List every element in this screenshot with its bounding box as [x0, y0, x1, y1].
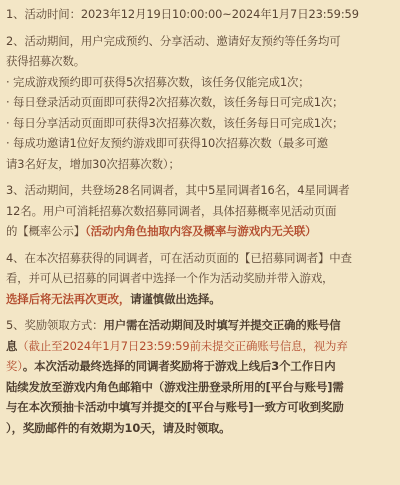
- rule-5-emphasis-end: 息: [6, 338, 18, 353]
- rule-5-line-2: [6, 336, 394, 357]
- task-bullet-invite-line-1: · 每成功邀请1位好友预约游戏即可获得10次招募次数（最多可邀: [6, 136, 329, 150]
- rule-3-line-1: 3、活动期间，共登场28名同调者，其中5星同调者16名，4星同调者: [6, 183, 350, 197]
- task-bullet-daily-login: · 每日登录活动页面即可获得2次招募次数，该任务每日可完成1次；: [6, 95, 344, 109]
- rule-4-warning: 选择后将无法再次更改，: [6, 291, 131, 306]
- rule-3-line-3: [6, 221, 394, 242]
- task-bullet-daily-share: · 每日分享活动页面即可获得3次招募次数，该任务每日可完成1次；: [6, 115, 344, 130]
- rule-4-selection: [6, 248, 394, 310]
- rule-5-deadline-note-end: 奖）: [6, 359, 23, 373]
- rule-2-tasks: [6, 31, 394, 175]
- rule-4-caution: 请谨慎做出选择。: [130, 291, 221, 306]
- rule-5-emphasis: 用户需在活动期间及时填写并提交正确的账号信: [103, 318, 341, 332]
- task-bullet-invite-line-2: 请3名好友，增加30次招募次数）；: [6, 156, 180, 171]
- rule-5-delivery: 。本次活动最终选择的同调者奖励将于游戏上线后3个工作日内: [22, 359, 336, 373]
- rule-2-line-1: 2、活动期间，用户完成预约、分享活动、邀请好友预约等任务均可: [6, 33, 341, 48]
- rule-5-claim: [6, 315, 394, 438]
- task-bullet-reserve: · 完成游戏预约即可获得5次招募次数，该任务仅能完成1次；: [6, 74, 310, 89]
- rule-5-heading: 5、奖励领取方式：: [6, 318, 104, 332]
- rule-1-time: 1、活动时间：2023年12月19日10:00:00~2024年1月7日23:59:59: [6, 7, 359, 21]
- rule-3-pool: [6, 180, 394, 242]
- rule-5-line-5: 与在本次预抽卡活动中填写并提交的[平台与账号]一致方可收到奖励: [6, 400, 344, 414]
- rule-5-line-1: [6, 315, 394, 336]
- rule-5-deadline-note: （截止至2024年1月7日23:59:59前未提交正确账号信息，视为弃: [17, 338, 348, 353]
- rule-4-line-3: [6, 289, 394, 310]
- rule-3-line-2: 12名。用户可消耗招募次数招募同调者，具体招募概率见活动页面: [6, 203, 337, 218]
- rule-4-line-2: 看，并可从已招募的同调者中选择一个作为活动奖励并带入游戏，: [6, 271, 334, 285]
- rule-5-line-3: [6, 356, 394, 377]
- rule-5-line-6: ），奖励邮件的有效期为10天，请及时领取。: [6, 420, 231, 435]
- rule-2-line-2: 获得招募次数。: [6, 54, 86, 68]
- rule-4-line-1: 4、在本次招募获得的同调者，可在活动页面的【已招募同调者】中查: [6, 250, 352, 265]
- rule-3-highlight: （活动内角色抽取内容及概率与游戏内无关联）: [85, 224, 317, 238]
- rule-5-line-4: 陆续发放至游戏内角色邮箱中（游戏注册登录所用的[平台与账号]需: [6, 379, 344, 394]
- rule-3-line-3-text: 的【概率公示】: [6, 224, 86, 238]
